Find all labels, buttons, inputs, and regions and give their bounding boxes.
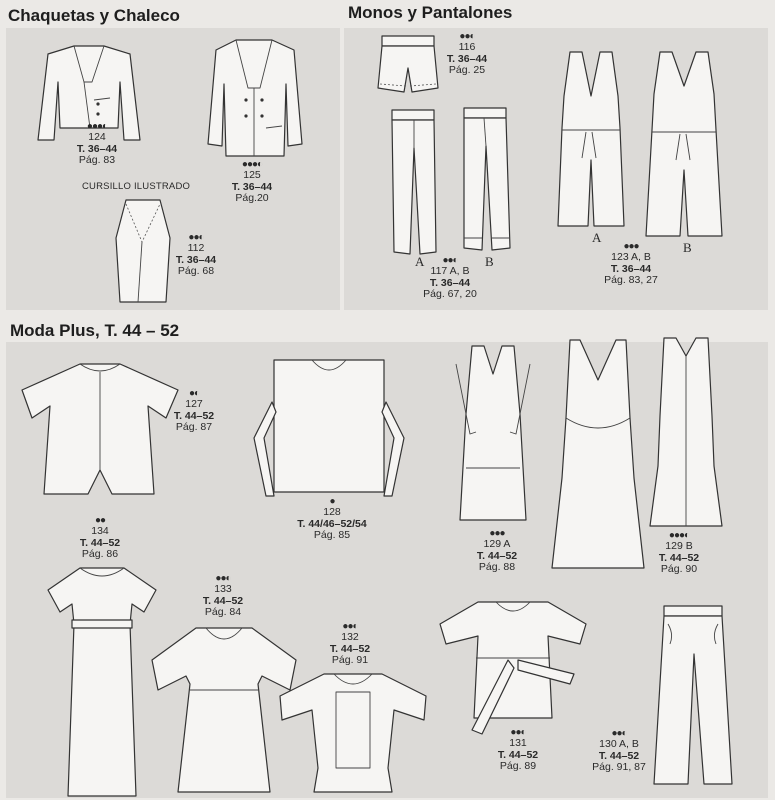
pattern-page: Pág. 85: [313, 529, 351, 541]
pattern-number: 116: [458, 41, 476, 53]
variant-label-117a: A: [415, 254, 425, 269]
difficulty-dots: ●●●: [489, 528, 505, 539]
pattern-page: Pág. 68: [177, 265, 215, 277]
difficulty-dots: ●●●◐: [86, 121, 108, 132]
pattern-page: Pág. 67, 20: [423, 288, 477, 300]
pattern-sizes: T. 44–52: [598, 749, 640, 762]
difficulty-dots: ●●●◐: [241, 159, 263, 170]
pattern-number: 127: [185, 398, 203, 410]
pattern-page: Pág. 89: [499, 760, 537, 772]
garment-132-blouse: [276, 670, 430, 794]
pattern-number: 128: [323, 506, 341, 518]
pattern-number: 125: [243, 169, 261, 181]
pattern-page: Pág. 91, 87: [592, 761, 646, 773]
difficulty-dots: ●●●◐: [668, 530, 690, 541]
pattern-label-133: [203, 574, 243, 619]
difficulty-dots: ●●◐: [342, 621, 358, 632]
pattern-label-116: [447, 32, 487, 77]
pattern-number: 132: [341, 631, 359, 643]
pattern-page: Pág. 25: [448, 64, 486, 76]
garment-129b-gown: [648, 336, 724, 528]
pattern-sizes: T. 36–44: [610, 262, 652, 275]
garment-117a-trousers: [386, 108, 440, 256]
pattern-label-129a: [477, 529, 517, 574]
pattern-label-125: [232, 160, 272, 205]
pattern-page: Pág. 84: [204, 606, 242, 618]
pattern-number: 129 B: [665, 540, 693, 552]
pattern-sizes: T. 36–44: [76, 142, 118, 155]
difficulty-dots: ●●◐: [442, 255, 458, 266]
section-title-jumpsuits: Monos y Pantalones: [348, 3, 513, 22]
pattern-sizes: T. 44–52: [202, 594, 244, 607]
variant-label-123a: A: [592, 230, 602, 245]
pattern-sizes: T. 36–44: [231, 180, 273, 193]
pattern-label-134: [80, 516, 120, 561]
difficulty-dots: ●: [329, 496, 335, 507]
caption-illustrated-course: CURSILLO ILUSTRADO: [82, 181, 191, 192]
pattern-sizes: T. 44–52: [497, 748, 539, 761]
pattern-number: 131: [509, 737, 527, 749]
pattern-label-123: [604, 242, 658, 287]
pattern-label-124: [77, 122, 117, 167]
garment-123a-jumpsuit: [556, 50, 626, 230]
pattern-sizes: T. 36–44: [446, 52, 488, 65]
pattern-sizes: T. 36–44: [429, 276, 471, 289]
pattern-page: Pág. 87: [175, 421, 213, 433]
garment-116-shorts: [376, 34, 440, 96]
garment-134-dress: [46, 564, 158, 798]
pattern-label-132: [330, 622, 370, 667]
variant-label-123b: B: [683, 240, 692, 255]
pattern-label-112: [176, 233, 216, 278]
difficulty-dots: ●●◐: [611, 728, 627, 739]
pattern-page: Pág. 91: [331, 654, 369, 666]
pattern-sizes: T. 44–52: [173, 409, 215, 422]
difficulty-dots: ●●: [94, 515, 106, 526]
pattern-sizes: T. 36–44: [175, 253, 217, 266]
pattern-label-129b: [659, 531, 699, 576]
pattern-page: Pág. 88: [478, 561, 516, 573]
pattern-page: Pág. 83, 27: [604, 274, 658, 286]
pattern-label-130: [592, 729, 646, 774]
garment-125-jacket: [206, 36, 304, 162]
difficulty-dots: ●●◐: [510, 727, 526, 738]
pattern-number: 134: [91, 525, 109, 537]
difficulty-dots: ●●●: [623, 241, 639, 252]
pattern-sizes: T. 44/46–52/54: [297, 517, 367, 530]
difficulty-dots: ●●◐: [215, 573, 231, 584]
pattern-sizes: T. 44–52: [658, 551, 700, 564]
garment-128-top: [252, 356, 412, 502]
garment-130-trousers: [650, 604, 736, 786]
garment-131-top: [438, 598, 588, 742]
difficulty-dots: ●●◐: [459, 31, 475, 42]
pattern-page: Pág.20: [235, 192, 269, 204]
section-title-jackets: Chaquetas y Chaleco: [8, 6, 180, 25]
pattern-number: 117 A, B: [430, 265, 470, 277]
variant-label-117b: B: [485, 254, 494, 269]
pattern-number: 112: [187, 242, 205, 254]
pattern-label-127: [174, 389, 214, 434]
garment-112-vest: [112, 198, 174, 306]
pattern-number: 133: [214, 583, 232, 595]
pattern-page: Pág. 83: [78, 154, 116, 166]
garment-129a-dress: [454, 344, 532, 522]
garment-129a-gown: [550, 338, 646, 570]
garment-127-coat: [20, 362, 180, 498]
pattern-label-131: [498, 728, 538, 773]
pattern-sizes: T. 44–52: [329, 642, 371, 655]
pattern-number: 124: [88, 131, 106, 143]
difficulty-dots: ●●◐: [188, 232, 204, 243]
garment-117b-trousers: [458, 106, 512, 252]
pattern-number: 123 A, B: [611, 251, 651, 263]
section-title-plus: Moda Plus, T. 44 – 52: [10, 321, 180, 340]
pattern-sizes: T. 44–52: [79, 536, 121, 549]
pattern-page: Pág. 86: [81, 548, 119, 560]
pattern-number: 129 A: [483, 538, 511, 550]
pattern-label-128: [297, 497, 366, 542]
difficulty-dots: ●◐: [188, 388, 200, 399]
pattern-page: Pág. 90: [660, 563, 698, 575]
pattern-sizes: T. 44–52: [476, 549, 518, 562]
pattern-label-117: [423, 256, 477, 301]
pattern-number: 130 A, B: [599, 738, 639, 750]
garment-123b-jumpsuit: [644, 50, 724, 238]
